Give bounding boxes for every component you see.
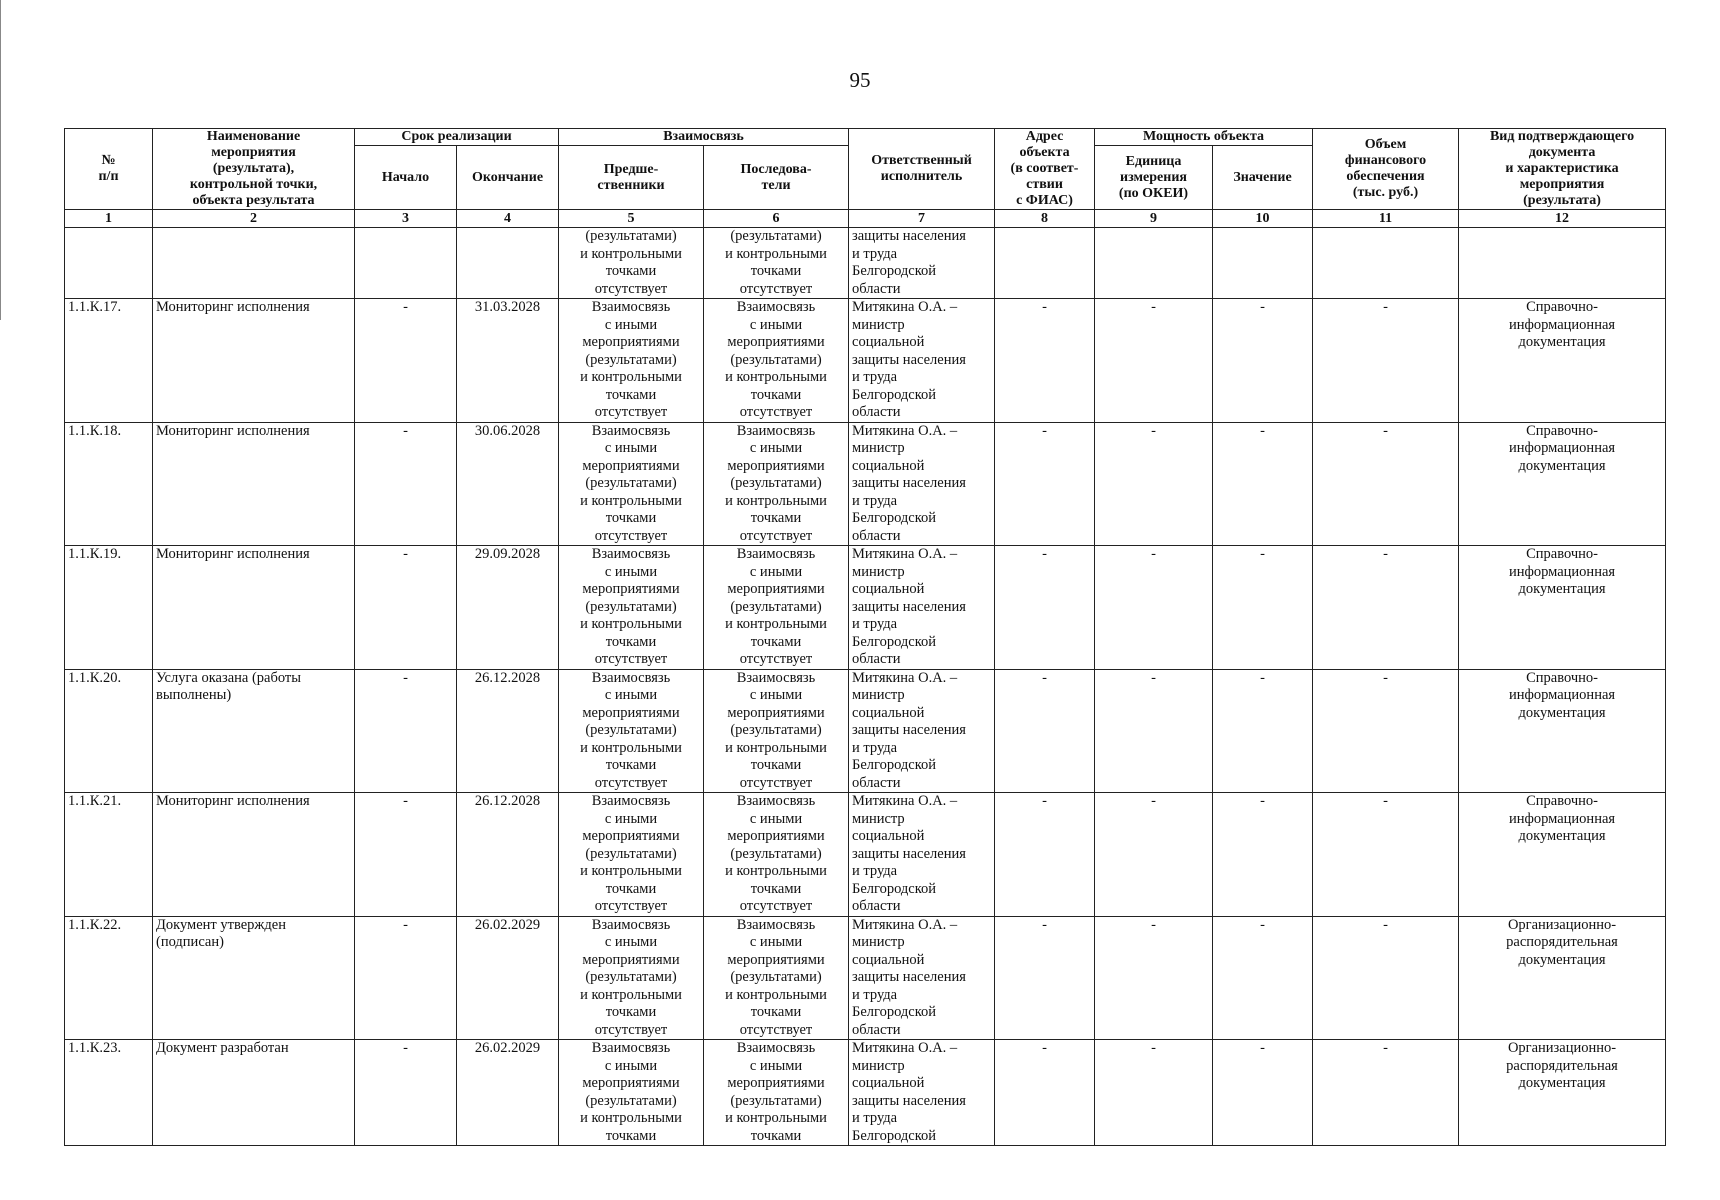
table-row-continuation — [65, 228, 1666, 299]
col-responsible-header: Ответственный исполнитель — [849, 129, 995, 210]
cell-no: 1.1.К.19. — [65, 546, 153, 670]
cell-successors: Взаимосвязь с иными мероприятиями (результатами) и контрольными точками отсутствует — [704, 422, 849, 546]
cell-doc: Справочно- информационная документация — [1459, 422, 1666, 546]
cell-no: 1.1.К.18. — [65, 422, 153, 546]
column-numbers-row — [65, 210, 1666, 228]
cell-responsible: Митякина О.А. – министр социальной защиты населения и труда Белгородской области — [849, 299, 995, 423]
cell-no: 1.1.К.23. — [65, 1040, 153, 1146]
cell-start: - — [355, 422, 457, 546]
cell-value: - — [1213, 793, 1313, 917]
cell-start: - — [355, 1040, 457, 1146]
cell-value: - — [1213, 669, 1313, 793]
cell-name: Мониторинг исполнения — [153, 422, 355, 546]
page-bottom-line — [0, 1198, 1720, 1199]
cell-no: 1.1.К.17. — [65, 299, 153, 423]
cell-doc: Справочно- информационная документация — [1459, 669, 1666, 793]
col-finance-header: Объем финансового обеспечения (тыс. руб.) — [1313, 129, 1459, 210]
cell-start: - — [355, 793, 457, 917]
col-successors-header: Последова- тели — [704, 146, 849, 210]
col-capacity-header: Мощность объекта — [1095, 129, 1313, 146]
cell-end: 30.06.2028 — [457, 422, 559, 546]
cell-predecessors: Взаимосвязь с иными мероприятиями (результатами) и контрольными точками отсутствует — [559, 299, 704, 423]
cell-address: - — [995, 669, 1095, 793]
table-row — [65, 546, 1666, 670]
cell-address: - — [995, 422, 1095, 546]
cell-successors: Взаимосвязь с иными мероприятиями (результатами) и контрольными точками отсутствует — [704, 916, 849, 1040]
cell-no: 1.1.К.21. — [65, 793, 153, 917]
cell-end: 26.12.2028 — [457, 669, 559, 793]
col-predecessors-header: Предше- ственники — [559, 146, 704, 210]
cell-successors: Взаимосвязь с иными мероприятиями (результатами) и контрольными точками отсутствует — [704, 669, 849, 793]
col-number: 6 — [704, 210, 849, 228]
cell-name — [153, 228, 355, 299]
cell-successors: (результатами) и контрольными точками отсутствует — [704, 228, 849, 299]
cell-unit: - — [1095, 916, 1213, 1040]
cell-predecessors: (результатами) и контрольными точками отсутствует — [559, 228, 704, 299]
col-value-header: Значение — [1213, 146, 1313, 210]
cell-value: - — [1213, 422, 1313, 546]
col-period-header: Срок реализации — [355, 129, 559, 146]
cell-predecessors: Взаимосвязь с иными мероприятиями (результатами) и контрольными точками отсутствует — [559, 916, 704, 1040]
cell-address: - — [995, 793, 1095, 917]
cell-unit — [1095, 228, 1213, 299]
cell-finance: - — [1313, 793, 1459, 917]
cell-unit: - — [1095, 669, 1213, 793]
cell-predecessors: Взаимосвязь с иными мероприятиями (результатами) и контрольными точками отсутствует — [559, 793, 704, 917]
cell-finance: - — [1313, 916, 1459, 1040]
cell-responsible: Митякина О.А. – министр социальной защиты населения и труда Белгородской области — [849, 422, 995, 546]
scan-edge-line — [0, 0, 1, 320]
cell-start: - — [355, 669, 457, 793]
table-row — [65, 299, 1666, 423]
cell-address: - — [995, 299, 1095, 423]
cell-predecessors: Взаимосвязь с иными мероприятиями (результатами) и контрольными точками отсутствует — [559, 422, 704, 546]
cell-successors: Взаимосвязь с иными мероприятиями (результатами) и контрольными точками отсутствует — [704, 299, 849, 423]
col-name-header: Наименование мероприятия (результата), контрольной точки, объекта результата — [153, 129, 355, 210]
cell-name: Мониторинг исполнения — [153, 793, 355, 917]
cell-unit: - — [1095, 1040, 1213, 1146]
cell-predecessors: Взаимосвязь с иными мероприятиями (результатами) и контрольными точками отсутствует — [559, 669, 704, 793]
cell-unit: - — [1095, 793, 1213, 917]
table-row — [65, 422, 1666, 546]
col-number: 7 — [849, 210, 995, 228]
cell-value: - — [1213, 546, 1313, 670]
cell-address: - — [995, 1040, 1095, 1146]
cell-value: - — [1213, 1040, 1313, 1146]
col-number: 1 — [65, 210, 153, 228]
table-row — [65, 1040, 1666, 1146]
cell-no: 1.1.К.20. — [65, 669, 153, 793]
cell-responsible: защиты населения и труда Белгородской области — [849, 228, 995, 299]
cell-no: 1.1.К.22. — [65, 916, 153, 1040]
cell-finance: - — [1313, 1040, 1459, 1146]
cell-successors: Взаимосвязь с иными мероприятиями (результатами) и контрольными точками — [704, 1040, 849, 1146]
col-number: 9 — [1095, 210, 1213, 228]
cell-responsible: Митякина О.А. – министр социальной защиты населения и труда Белгородской области — [849, 546, 995, 670]
cell-end — [457, 228, 559, 299]
col-number: 5 — [559, 210, 704, 228]
col-unit-header: Единица измерения (по ОКЕИ) — [1095, 146, 1213, 210]
col-number: 8 — [995, 210, 1095, 228]
col-number: 3 — [355, 210, 457, 228]
cell-doc: Справочно- информационная документация — [1459, 299, 1666, 423]
cell-predecessors: Взаимосвязь с иными мероприятиями (результатами) и контрольными точками отсутствует — [559, 546, 704, 670]
cell-name: Документ утвержден (подписан) — [153, 916, 355, 1040]
cell-successors: Взаимосвязь с иными мероприятиями (результатами) и контрольными точками отсутствует — [704, 546, 849, 670]
col-number: 4 — [457, 210, 559, 228]
cell-start: - — [355, 546, 457, 670]
cell-finance: - — [1313, 422, 1459, 546]
cell-end: 29.09.2028 — [457, 546, 559, 670]
header-row-1 — [65, 129, 1666, 146]
cell-responsible: Митякина О.А. – министр социальной защиты населения и труда Белгородской области — [849, 916, 995, 1040]
cell-responsible: Митякина О.А. – министр социальной защиты населения и труда Белгородской области — [849, 793, 995, 917]
cell-end: 26.12.2028 — [457, 793, 559, 917]
page-number: 95 — [849, 68, 871, 92]
cell-unit: - — [1095, 422, 1213, 546]
cell-name: Мониторинг исполнения — [153, 546, 355, 670]
cell-doc: Организационно- распорядительная документация — [1459, 916, 1666, 1040]
col-number: 11 — [1313, 210, 1459, 228]
col-start-header: Начало — [355, 146, 457, 210]
cell-end: 26.02.2029 — [457, 916, 559, 1040]
cell-finance: - — [1313, 669, 1459, 793]
cell-start: - — [355, 299, 457, 423]
cell-predecessors: Взаимосвязь с иными мероприятиями (результатами) и контрольными точками — [559, 1040, 704, 1146]
cell-address — [995, 228, 1095, 299]
cell-value — [1213, 228, 1313, 299]
cell-address: - — [995, 916, 1095, 1040]
col-number: 12 — [1459, 210, 1666, 228]
cell-doc: Справочно- информационная документация — [1459, 793, 1666, 917]
cell-address: - — [995, 546, 1095, 670]
measures-table — [64, 128, 1666, 1146]
cell-end: 26.02.2029 — [457, 1040, 559, 1146]
cell-name: Мониторинг исполнения — [153, 299, 355, 423]
table-row — [65, 793, 1666, 917]
col-end-header: Окончание — [457, 146, 559, 210]
col-number: 10 — [1213, 210, 1313, 228]
cell-name: Услуга оказана (работы выполнены) — [153, 669, 355, 793]
cell-responsible: Митякина О.А. – министр социальной защиты населения и труда Белгородской — [849, 1040, 995, 1146]
cell-doc — [1459, 228, 1666, 299]
cell-unit: - — [1095, 299, 1213, 423]
cell-end: 31.03.2028 — [457, 299, 559, 423]
cell-unit: - — [1095, 546, 1213, 670]
cell-finance: - — [1313, 299, 1459, 423]
cell-doc: Организационно- распорядительная документация — [1459, 1040, 1666, 1146]
cell-successors: Взаимосвязь с иными мероприятиями (результатами) и контрольными точками отсутствует — [704, 793, 849, 917]
col-relation-header: Взаимосвязь — [559, 129, 849, 146]
col-address-header: Адрес объекта (в соответ- ствии с ФИАС) — [995, 129, 1095, 210]
cell-value: - — [1213, 916, 1313, 1040]
cell-name: Документ разработан — [153, 1040, 355, 1146]
table-row — [65, 916, 1666, 1040]
cell-start: - — [355, 916, 457, 1040]
cell-no — [65, 228, 153, 299]
col-no-header: № п/п — [65, 129, 153, 210]
cell-finance: - — [1313, 546, 1459, 670]
cell-value: - — [1213, 299, 1313, 423]
table-row — [65, 669, 1666, 793]
cell-responsible: Митякина О.А. – министр социальной защиты населения и труда Белгородской области — [849, 669, 995, 793]
cell-finance — [1313, 228, 1459, 299]
col-number: 2 — [153, 210, 355, 228]
col-doc-type-header: Вид подтверждающего документа и характеристика мероприятия (результата) — [1459, 129, 1666, 210]
cell-doc: Справочно- информационная документация — [1459, 546, 1666, 670]
cell-start — [355, 228, 457, 299]
